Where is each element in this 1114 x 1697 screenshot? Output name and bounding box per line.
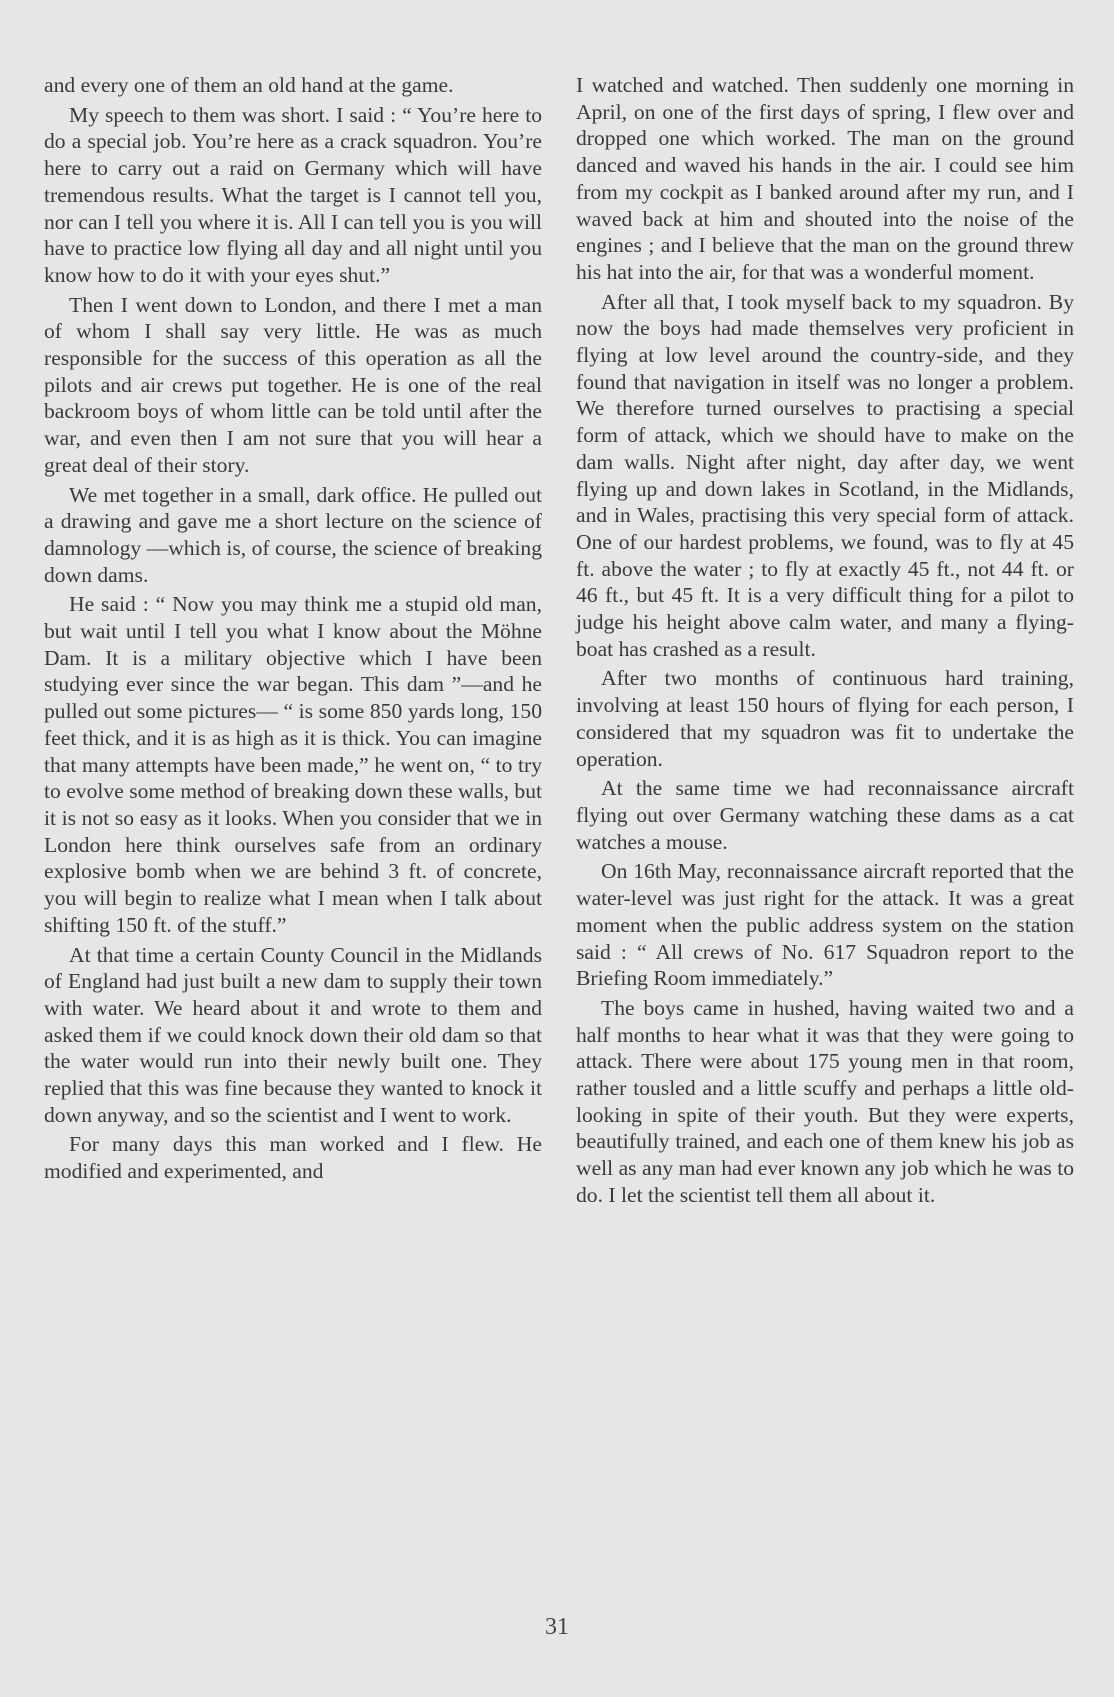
paragraph: and every one of them an old hand at the game. bbox=[44, 73, 454, 97]
paragraph: After two months of continuous hard training, involving at least 150 hours of flying for each person, I considered that my squadron was fit to undertake the operation. bbox=[576, 666, 1074, 771]
paragraph: My speech to them was short. I said : “ You’re here to do a special job. You’re here as a crack squadron. You’re here to carry out a raid on Germany which will have tremendous results. What the target is I cannot tell you, nor can I tell you where it is. All I can tell you is you will have to practice low flying all day and all night until you know how to do it with your eyes shut.” bbox=[44, 102, 542, 287]
paragraph: For many days this man worked and I flew. He modified and experimented, and bbox=[44, 1132, 542, 1184]
paragraph: We met together in a small, dark office. He pulled out a drawing and gave me a short lecture on the science of damnology —which is, of course, the science of breaking down dams. bbox=[44, 482, 542, 587]
paragraph: On 16th May, reconnaissance aircraft reported that the water-level was just right for the attack. It was a great moment when the public address system on the station said : “ All crews of No. 617 Squadron report to the Briefing Room immediately.” bbox=[576, 859, 1074, 991]
paragraph: Then I went down to London, and there I met a man of whom I shall say very little. He was as much responsible for the success of this operation as all the pilots and air crews put together. He is one of the real backroom boys of whom little can be told until after the war, and even then I am not sure that you will hear a great deal of their story. bbox=[44, 292, 542, 477]
left-column bbox=[44, 72, 542, 1188]
page-number: 31 bbox=[545, 1614, 569, 1640]
paragraph: At that time a certain County Council in the Midlands of England had just built a new dam to supply their town with water. We heard about it and wrote to them and asked them if we could knock down their old dam so that the water would run into their newly built one. They replied that this was fine because they wanted to knock it down anyway, and so the scientist and I went to work. bbox=[44, 942, 542, 1127]
paragraph: The boys came in hushed, having waited two and a half months to hear what it was that they were going to attack. There were about 175 young men in that room, rather tousled and a little scuffy and perhaps a little old-looking in spite of their youth. But they were experts, beautifully trained, and each one of them knew his job as well as any man had ever known any job which he was to do. I let the scientist tell them all about it. bbox=[576, 995, 1074, 1207]
paragraph: At the same time we had reconnaissance aircraft flying out over Germany watching these dams as a cat watches a mouse. bbox=[576, 776, 1074, 854]
paragraph: After all that, I took myself back to my squadron. By now the boys had made themselves very proficient in flying at low level around the country-side, and they found that navigation in itself was no longer a problem. We therefore turned ourselves to practising a special form of attack, which we should have to make on the dam walls. Night after night, day after day, we went flying up and down lakes in Scotland, in the Midlands, and in Wales, practising this very special form of attack. One of our hardest problems, we found, was to fly at 45 ft. above the water ; to fly at exactly 45 ft., not 44 ft. or 46 ft., but 45 ft. It is a very difficult thing for a pilot to judge his height above calm water, and many a flying-boat has crashed as a result. bbox=[576, 289, 1074, 661]
right-column bbox=[576, 72, 1074, 1212]
paragraph: I watched and watched. Then suddenly one morning in April, on one of the first days of spring, I flew over and dropped one which worked. The man on the ground danced and waved his hands in the air. I could see him from my cockpit as I banked around after my run, and I waved back at him and shouted into the noise of the engines ; and I believe that the man on the ground threw his hat into the air, for that was a wonderful moment. bbox=[576, 73, 1074, 284]
paragraph: He said : “ Now you may think me a stupid old man, but wait until I tell you what I know about the Möhne Dam. It is a military objective which I have been studying ever since the war began. This dam ”—and he pulled out some pictures— “ is some 850 yards long, 150 feet thick, and it is as high as it is thick. You can imagine that many attempts have been made,” he went on, “ to try to evolve some method of breaking down these walls, but it is not so easy as it looks. When you consider that we in London here think ourselves safe from an ordinary explosive bomb when we are behind 3 ft. of concrete, you will begin to realize what I mean when I talk about shifting 150 ft. of the stuff.” bbox=[44, 592, 542, 937]
